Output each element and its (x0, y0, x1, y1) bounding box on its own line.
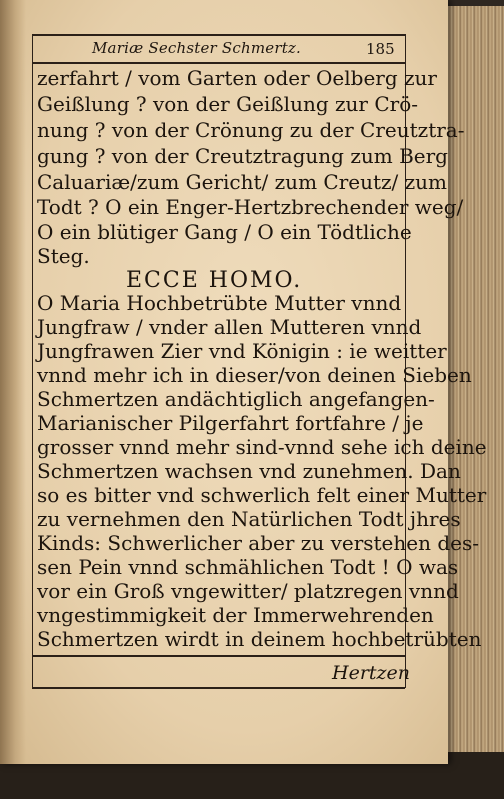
text-line: Schmertzen wachsen vnd zunehmen. Dan (37, 459, 461, 483)
text-line: Marianischer Pilgerfahrt fortfahre / je (37, 411, 424, 435)
text-line: zu vernehmen den Natürlichen Todt jhres (37, 507, 461, 531)
text-line: Schmertzen andächtiglich angefangen- (37, 387, 435, 411)
text-line: Jungfrawen Zier vnd Königin : ie weitter (37, 339, 447, 363)
text-line: zerfahrt / vom Garten oder Oelberg zur (37, 66, 437, 90)
footer-rule (32, 655, 405, 657)
text-line: Schmertzen wirdt in deinem hochbetrübten (37, 627, 482, 651)
header-rule (32, 62, 405, 64)
section-heading: ECCE HOMO. (126, 268, 303, 293)
catchword: Hertzen (332, 662, 411, 684)
text-line: Todt ? O ein Enger-Hertzbrechender weg/ (37, 195, 464, 219)
text-line: Jungfraw / vnder allen Mutteren vnnd (37, 315, 422, 339)
top-rule (32, 34, 405, 36)
text-line: sen Pein vnnd schmählichen Todt ! O was (37, 555, 459, 579)
running-head: Mariæ Sechster Schmertz. (92, 39, 301, 57)
page-gutter (0, 0, 26, 764)
text-line: vngestimmigkeit der Immerwehrenden (37, 603, 434, 627)
text-line: nung ? von der Crönung zu der Creutztra- (37, 118, 465, 142)
text-line: Steg. (37, 244, 90, 268)
text-line: Geißlung ? von der Geißlung zur Crö- (37, 92, 418, 116)
text-line: Kinds: Schwerlicher aber zu verstehen des- (37, 531, 480, 555)
text-line: Caluariæ/zum Gericht/ zum Creutz/ zum (37, 170, 448, 194)
text-line: O ein blütiger Gang / O ein Tödtliche (37, 220, 412, 244)
text-line: so es bitter vnd schwerlich felt einer Mutter (37, 483, 487, 507)
text-line: O Maria Hochbetrübte Mutter vnnd (37, 291, 402, 315)
text-line: gung ? von der Creutztragung zum Berg (37, 144, 448, 168)
text-line: vor ein Groß vngewitter/ platzregen vnnd (37, 579, 459, 603)
page-number: 185 (366, 40, 395, 58)
text-line: vnnd mehr ich in dieser/von deinen Sieben (37, 363, 472, 387)
text-line: grosser vnnd mehr sind-vnnd sehe ich deine (37, 435, 487, 459)
bottom-rule (32, 687, 405, 689)
